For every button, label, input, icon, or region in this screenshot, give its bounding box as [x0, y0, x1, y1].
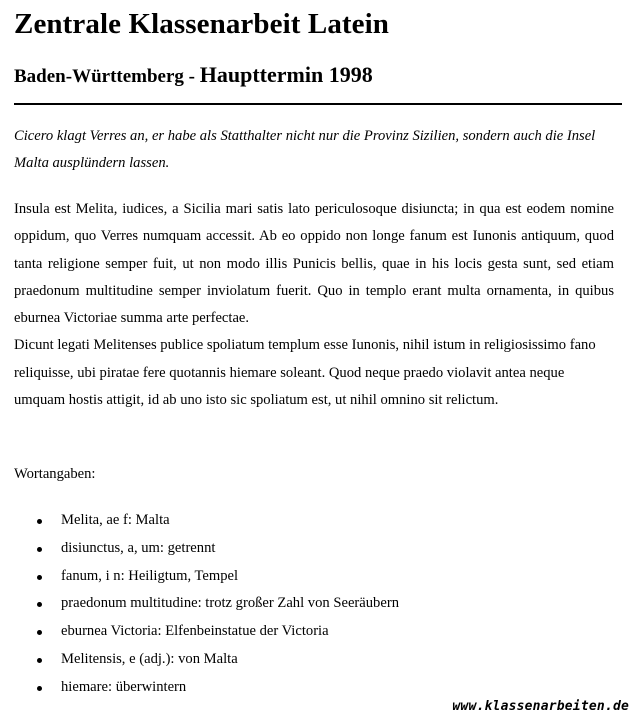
- page-title: Zentrale Klassenarbeit Latein: [14, 8, 390, 40]
- vocabulary-item: [14, 563, 399, 591]
- header-divider: [14, 103, 622, 105]
- vocabulary-item-text: eburnea Victoria: Elfenbeinstatue der Victoria: [61, 623, 329, 640]
- subtitle-separator: -: [183, 66, 200, 87]
- bullet-icon: [37, 658, 42, 663]
- exam-subtitle: [14, 62, 373, 89]
- vocabulary-item: [14, 590, 399, 618]
- vocabulary-item-text: disiunctus, a, um: getrennt: [61, 539, 216, 556]
- latin-text: [14, 196, 614, 414]
- vocabulary-item-text: Melitensis, e (adj.): von Malta: [61, 650, 238, 667]
- bullet-icon: [37, 519, 42, 524]
- bullet-icon: [37, 602, 42, 607]
- bullet-icon: [37, 575, 42, 580]
- vocabulary-list: [14, 507, 399, 702]
- vocabulary-item: [14, 535, 399, 563]
- latin-paragraph-1: Insula est Melita, iudices, a Sicilia mari satis lato periculosoque disiuncta; in qua est eodem nomine oppidum, quo Verres numquam accessit. Ab eo oppido non longe fanum est Iunonis antiquum, quod tanta religione semper fuit, ut non modo illis Punicis bellis, quae in his locis gesta sunt, sed etiam praedonum multitudine semper inviolatum fuerit. Quo in templo erant multa ornamenta, in quibus eburnea Victoriae summa arte perfectae.: [14, 201, 614, 327]
- vocabulary-item-text: praedonum multitudine: trotz großer Zahl von Seeräubern: [61, 595, 399, 612]
- intro-text: Cicero klagt Verres an, er habe als Statthalter nicht nur die Provinz Sizilien, sondern auch die Insel Malta ausplündern lassen.: [14, 128, 596, 171]
- vocabulary-heading: Wortangaben:: [14, 466, 96, 482]
- vocabulary-item: [14, 618, 399, 646]
- vocabulary-item: [14, 507, 399, 535]
- bullet-icon: [37, 630, 42, 635]
- bullet-icon: [37, 547, 42, 552]
- latin-paragraph-2: Dicunt legati Melitenses publice spoliatum templum esse Iunonis, nihil istum in religiosissimo fano reliquisse, ubi piratae fere quotannis hiemare soleant. Quod neque praedo violavit antea neque umquam hostis attigit, id ab uno isto sic spoliatum est, ut nihil omnino sit relictum.: [14, 337, 596, 409]
- vocabulary-item-text: hiemare: überwintern: [61, 678, 187, 695]
- vocabulary-item-text: Melita, ae f: Malta: [61, 512, 170, 528]
- exam-term: Haupttermin 1998: [199, 62, 373, 87]
- exam-region: Baden-Württemberg: [14, 66, 184, 87]
- vocabulary-item: [14, 646, 399, 674]
- bullet-icon: [37, 686, 42, 691]
- vocabulary-item: [14, 674, 399, 702]
- footer-website-link[interactable]: www.klassenarbeiten.de: [452, 699, 629, 714]
- vocabulary-item-text: fanum, i n: Heiligtum, Tempel: [61, 567, 239, 584]
